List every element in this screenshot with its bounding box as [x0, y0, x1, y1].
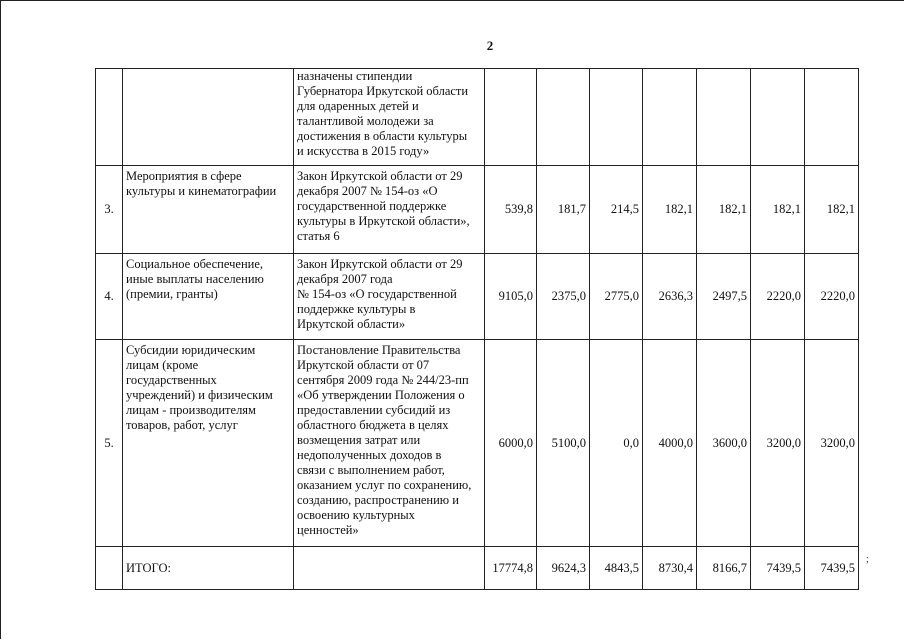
value-cell: 5100,0: [537, 340, 590, 547]
legal-basis-line: декабря 2007 года: [297, 272, 393, 286]
measure-name-cell: [123, 254, 294, 340]
measure-name-line: государственных: [126, 373, 217, 387]
legal-basis-line: Закон Иркутской области от 29: [297, 169, 463, 183]
budget-table: [95, 68, 859, 590]
total-value-cell: 17774,8: [485, 547, 537, 590]
value-cell: 2775,0: [590, 254, 643, 340]
table-row: [96, 340, 859, 547]
total-value-cell: 4843,5: [590, 547, 643, 590]
measure-name-line: (премии, гранты): [126, 287, 218, 301]
legal-basis-line: Закон Иркутской области от 29: [297, 257, 463, 271]
table-row: [96, 166, 859, 254]
value-cell: [485, 69, 537, 166]
legal-basis-line: «Об утверждении Положения о: [297, 388, 465, 402]
value-cell: [697, 69, 751, 166]
total-row: [96, 547, 859, 590]
value-cell: 6000,0: [485, 340, 537, 547]
total-label: ИТОГО:: [123, 547, 294, 590]
value-cell: 9105,0: [485, 254, 537, 340]
measure-name-line: Субсидии юридическим: [126, 343, 256, 357]
legal-basis-line: Иркутской области»: [297, 317, 406, 331]
legal-basis-line: культуры в Иркутской области»,: [297, 214, 470, 228]
legal-basis-line: талантливой молодежи за: [297, 114, 434, 128]
value-cell: 3600,0: [697, 340, 751, 547]
legal-basis-cell: [294, 547, 485, 590]
legal-basis-line: поддержке культуры в: [297, 302, 416, 316]
measure-name-cell: [123, 166, 294, 254]
measure-name-line: иные выплаты населению: [126, 272, 264, 286]
legal-basis-line: Постановление Правительства: [297, 343, 461, 357]
legal-basis-cell: [294, 254, 485, 340]
legal-basis-line: сентября 2009 года № 244/23-пп: [297, 373, 469, 387]
measure-name-line: культуры и кинематографии: [126, 184, 277, 198]
value-cell: 182,1: [805, 166, 859, 254]
legal-basis-line: Иркутской области от 07: [297, 358, 430, 372]
value-cell: 3200,0: [805, 340, 859, 547]
total-value-cell: 8730,4: [643, 547, 697, 590]
value-cell: 2220,0: [805, 254, 859, 340]
legal-basis-line: связи с выполнением работ,: [297, 463, 445, 477]
value-cell: 539,8: [485, 166, 537, 254]
value-cell: [805, 69, 859, 166]
measure-name-line: товаров, работ, услуг: [126, 418, 238, 432]
legal-basis-line: Губернатора Иркутской области: [297, 84, 469, 98]
legal-basis-line: созданию, распространению и: [297, 493, 459, 507]
legal-basis-line: возмещения затрат или: [297, 433, 421, 447]
page-number: 2: [486, 38, 494, 53]
total-value-cell: 9624,3: [537, 547, 590, 590]
measure-name-line: лицам - производителям: [126, 403, 256, 417]
value-cell: 0,0: [590, 340, 643, 547]
value-cell: 214,5: [590, 166, 643, 254]
legal-basis-cell: [294, 340, 485, 547]
legal-basis-line: назначены стипендии: [297, 69, 413, 83]
measure-name-cell: [123, 340, 294, 547]
row-number-cell: [96, 547, 123, 590]
legal-basis-line: областного бюджета в целях: [297, 418, 449, 432]
value-cell: 4000,0: [643, 340, 697, 547]
row-number-cell: [96, 69, 123, 166]
measure-name-cell: [123, 69, 294, 166]
value-cell: [590, 69, 643, 166]
legal-basis-line: достижения в области культуры: [297, 129, 468, 143]
total-value-cell: 8166,7: [697, 547, 751, 590]
row-number-cell: 5.: [96, 340, 123, 547]
legal-basis-cell: [294, 166, 485, 254]
value-cell: [537, 69, 590, 166]
value-cell: [751, 69, 805, 166]
value-cell: [643, 69, 697, 166]
legal-basis-line: освоению культурных: [297, 508, 415, 522]
value-cell: 3200,0: [751, 340, 805, 547]
legal-basis-cell: [294, 69, 485, 166]
legal-basis-line: и искусства в 2015 году»: [297, 144, 430, 158]
margin-mark: ;: [866, 554, 869, 565]
row-number-cell: 4.: [96, 254, 123, 340]
legal-basis-line: статья 6: [297, 229, 340, 243]
legal-basis-line: недополученных доходов в: [297, 448, 442, 462]
value-cell: 2220,0: [751, 254, 805, 340]
legal-basis-line: декабря 2007 № 154-оз «О: [297, 184, 438, 198]
value-cell: 182,1: [751, 166, 805, 254]
value-cell: 2375,0: [537, 254, 590, 340]
measure-name-line: Мероприятия в сфере: [126, 169, 242, 183]
measure-name-line: лицам (кроме: [126, 358, 199, 372]
row-number-cell: 3.: [96, 166, 123, 254]
legal-basis-line: оказанием услуг по сохранению,: [297, 478, 472, 492]
total-value-cell: 7439,5: [751, 547, 805, 590]
table-row: [96, 254, 859, 340]
total-value-cell: 7439,5: [805, 547, 859, 590]
value-cell: 182,1: [643, 166, 697, 254]
legal-basis-line: для одаренных детей и: [297, 99, 419, 113]
measure-name-line: Социальное обеспечение,: [126, 257, 263, 271]
value-cell: 181,7: [537, 166, 590, 254]
legal-basis-line: № 154-оз «О государственной: [297, 287, 457, 301]
value-cell: 2636,3: [643, 254, 697, 340]
legal-basis-line: ценностей»: [297, 523, 359, 537]
legal-basis-line: государственной поддержке: [297, 199, 447, 213]
value-cell: 182,1: [697, 166, 751, 254]
value-cell: 2497,5: [697, 254, 751, 340]
measure-name-line: учреждений) и физическим: [126, 388, 273, 402]
table-row: [96, 69, 859, 166]
legal-basis-line: предоставлении субсидий из: [297, 403, 451, 417]
